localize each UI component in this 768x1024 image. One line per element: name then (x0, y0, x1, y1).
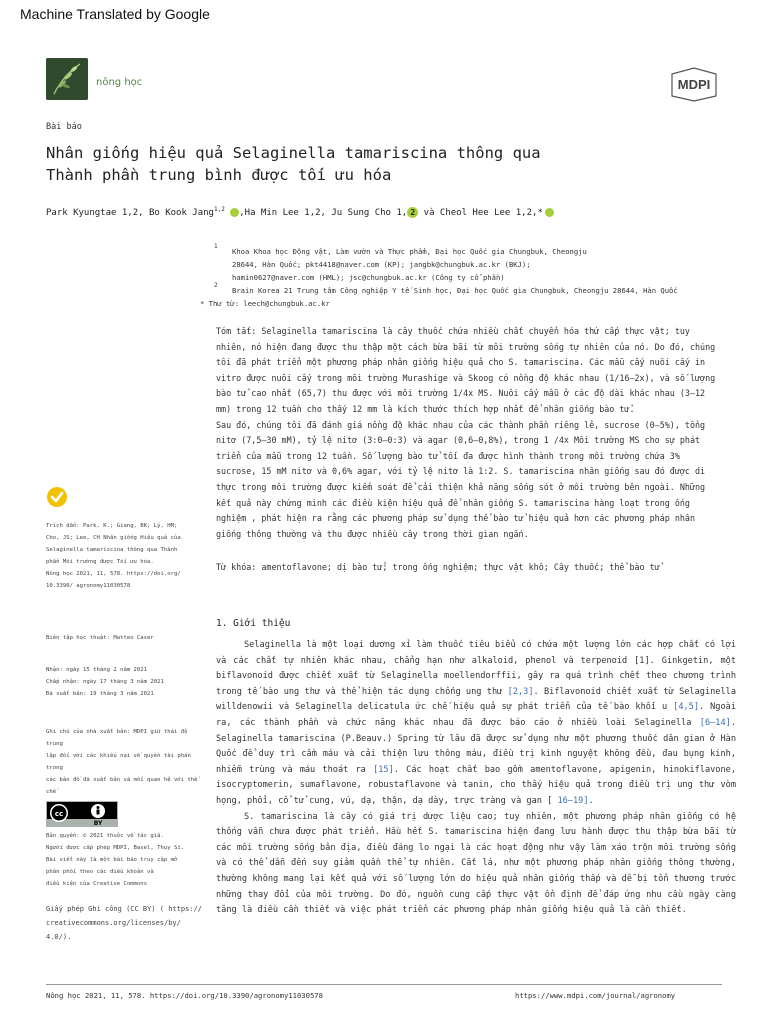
intro-text: . Biflavonoid chiết xuất từ Selaginella willdenowii và Selaginella delicatula ức chế hiệu quả sự phát triển của tế bào khối u (216, 686, 737, 713)
author-1: Park Kyungtae 1,2, Bo Kook Jang (46, 208, 214, 218)
publisher-note (46, 726, 206, 810)
correspondence: * Thư từ: leech@chungbuk.ac.kr (200, 299, 330, 308)
author-list (46, 206, 736, 218)
reference-link[interactable]: [6–14] (699, 717, 731, 728)
abstract (216, 324, 724, 542)
copyright-line: Người được cấp phép MDPI, Basel, Thụy Sĩ. (46, 845, 185, 851)
license-block (46, 902, 206, 944)
reference-link[interactable]: [15] (373, 764, 394, 775)
leaf-icon (46, 58, 88, 100)
abstract-paragraph-1: Tóm tắt: Selaginella tamariscina là cây thuốc chứa nhiều chất chuyển hóa thứ cấp thực vật; tuy nhiên, nó hiện đang được thu thập một cách bừa bãi từ môi trường sống tự nhiên của nó. Do đó, chúng tôi đã phát triển một phương pháp nhân giống hiệu quả cho S. tamariscina. Các mẫu cấy nuôi cấy in vitro được nuôi cấy trong môi trường Murashige và Skoog có nồng độ khác nhau (1/16–2x), và số lượng bào tử cao nhất (65,7) thu được với môi trường 1/4x MS. Nuôi cấy mẫu ở các độ dài khác nhau (3–12 mm) trong 12 tuần cho thấy 12 mm là kích thước thích hợp nhất để nhân giống bào tử. (216, 326, 716, 414)
dates-block (46, 664, 206, 700)
copyright-line: phân phối theo các điều khoản và (46, 869, 154, 875)
citation-line: Trích dẫn: Park, K.; Giang, BK; Lý, HM; (46, 523, 178, 529)
affil-marker-1: 1 (214, 243, 218, 250)
received-date: Nhận: ngày 15 tháng 2 năm 2021 (46, 667, 148, 673)
affiliations (200, 240, 736, 310)
orcid-icon[interactable] (230, 208, 239, 217)
copyright-line: điều kiện của Creative Commons (46, 881, 148, 887)
cc-by-license-badge[interactable] (46, 801, 118, 827)
note-line: Ghi chú của nhà xuất bản: MDPI giữ thái độ trung (46, 729, 188, 747)
accepted-date: Chấp nhận: ngày 17 tháng 3 năm 2021 (46, 679, 164, 685)
intro-text: . Các hoạt chất bao gồm amentoflavone, apigenin, hinokiflavone, isocryptomerin, sumaflavone, robustaflavone và tanin, cho thấy hiệu quả trong điều trị ung thư vòm họng, phổi, cổ tử cung, vú, dạ, thận, dạ dày, trực tràng và gan [ (216, 764, 736, 806)
intro-paragraph-1 (216, 638, 736, 810)
note-line: các bản đồ đã xuất bản và mối quan hệ với thể chế (46, 777, 198, 795)
mdpi-logo[interactable] (668, 66, 720, 102)
abstract-paragraph-2: Sau đó, chúng tôi đã đánh giá nồng độ khác nhau của các thành phần riêng lẻ, sucrose (0–5%), tổng nitơ (7,5–30 mM), tỷ lệ nitơ (3:0–0:3) và agar (0,6–0,8%), trong 1 /4x Môi trường MS cho sự phát triển của mẫu trong 12 tuần. Số lượng bào tử tối đa được hình thành trong môi trường chứa 3% sucrose, 15 mM nitơ và 0,6% agar, với tỷ lệ nitơ là 1:2. S. tamariscina nhân giống sau đó được di thực trong môi trường được kiểm soát để cải thiện khả năng sống sót ở môi trường bên ngoài. Những kết quả này chứng minh các điều kiện hiệu quả để nhân giống S. tamariscina hàng loạt trong ống nghiệm , phát hiện ra rằng các phương pháp sử dụng thể bào tử hiệu quả hơn các phương pháp nhân giống thông thường và thu được nhiều cây trong thời gian ngắn. (216, 419, 706, 539)
footer-citation[interactable]: Nông học 2021, 11, 578. https://doi.org/10.3390/agronomy11030578 (46, 991, 323, 1000)
license-link[interactable]: creativecommons.org/licenses/by/ (46, 919, 181, 927)
published-date: Đã xuất bản: 19 tháng 3 năm 2021 (46, 691, 154, 697)
introduction-body (216, 638, 736, 919)
citation-line[interactable]: Nông học 2021, 11, 578. https://doi.org/ (46, 571, 181, 577)
note-line: lập đối với các khiếu nại về quyền tài phán trong (46, 753, 191, 771)
affil-line-3: hamin0627@naver.com (HML); jsc@chungbuk.ac.kr (Công ty cổ phần) (232, 273, 505, 282)
author-2-3: ,Ha Min Lee 1,2, Ju Sung Cho 1, (239, 208, 408, 218)
author-4: và Cheol Hee Lee 1,2,* (418, 208, 543, 218)
section-heading-introduction: 1. Giới thiệu (216, 618, 291, 629)
affil-line-1: Khoa Khoa học Động vật, Làm vườn và Thực phẩm, Đại học Quốc gia Chungbuk, Cheongju (232, 247, 587, 256)
orcid-icon[interactable]: 2 (407, 207, 418, 218)
footer-journal-url[interactable]: https://www.mdpi.com/journal/agronomy (515, 991, 676, 1000)
intro-paragraph-2: S. tamariscina là cây có giá trị dược liệu cao; tuy nhiên, một phương pháp nhân giống có hệ thống vẫn chưa được phát triển. Hầu hết S. tamariscina hiện đang lưu hành được thu thập bừa bãi từ các môi trường sống bản địa, điều đáng lo ngại là các hoạt động như vậy làm xáo trộn môi trường sống và có thể dẫn đến suy giảm quần thể tự nhiên. Cắt lá, như một phương pháp nhân giống thông thường, thường không mang lại kết quả với số lượng lớn do hiệu quả nhân giống thấp và dễ bị tổn thương trước những thay đổi của môi trường. Do đó, nguồn cung cấp thực vật ổn định để đáp ứng nhu cầu ngày càng tăng là điều cần thiết và việc phát triển các phương pháp nhân giống hiệu quả là cần thiết. (216, 811, 736, 916)
mdpi-logo-icon (668, 66, 720, 102)
svg-text:cc: cc (54, 810, 64, 818)
affil-marker-2: 2 (214, 282, 218, 289)
title-line-2: Thành phần trung bình được tối ưu hóa (46, 166, 392, 184)
keywords: Từ khóa: amentoflavone; dị bào tử; trong ống nghiệm; thực vật khô; Cây thuốc; thể bào tử (216, 562, 660, 572)
journal-name[interactable]: nông học (96, 77, 143, 88)
copyright-line: Bản quyền: © 2021 thuộc về tác giả. (46, 833, 164, 839)
academic-editor: Biên tập học thuật: Matteo Caser (46, 635, 154, 641)
citation-line[interactable]: 10.3390/ agronomy11030578 (46, 583, 131, 589)
citation-line: phần Môi trường được Tối ưu hóa. (46, 559, 154, 565)
cc-by-label: BY (93, 820, 103, 827)
reference-link[interactable]: [4,5] (673, 702, 700, 713)
citation-line: Selaginella tamariscina thông qua Thành (46, 547, 178, 553)
title-line-1: Nhân giống hiệu quả Selaginella tamariscina thông qua (46, 144, 541, 162)
license-line: 4.0/). (46, 933, 72, 941)
footer-divider (46, 984, 722, 985)
affil-line-2: 28644, Hàn Quốc; pkt4418@naver.com (KP); jangbk@chungbuk.ac.kr (BKJ); (232, 260, 531, 269)
citation-line: Cho, JS; Lee, CH Nhân giống Hiệu quả của (46, 535, 181, 541)
intro-text: Selaginella là một loại dương xỉ làm thuốc tiêu biểu có chứa một lượng lớn các hợp chất có lợi và các chất tự nhiên khác nhau, chẳng hạn như alkaloid, phenol và terpenoid [1]. Ginkgetin, một biflavonoid được chiết xuất từ Selaginella moellendorffii, gây ra quá trình chết theo chương trình trong tế bào ung thư và thể hiện tác dụng chống ung thư (216, 640, 736, 697)
author-1-affil: 1,2 (213, 206, 225, 213)
intro-text: . Selaginella tamariscina (P.Beauv.) Spring từ lâu đã được sử dụng như một phương thuốc dân gian ở Hàn Quốc để duy trì cầm máu và cải thiện lưu thông máu, điều trị kinh nguyệt không đều, đau bụng kinh, nhiễm trùng và máu thoát ra (216, 717, 736, 775)
copyright-line: Bài viết này là một bài báo truy cập mở (46, 857, 178, 863)
reference-link[interactable]: [2,3] (507, 686, 534, 697)
article-type: Bài báo (46, 122, 82, 132)
citation-block (46, 520, 206, 592)
journal-logo (46, 58, 88, 100)
intro-text: . (588, 795, 594, 806)
mdpi-logo-text: MDPI (677, 77, 711, 92)
copyright-block (46, 830, 206, 890)
affil-line-4: Brain Korea 21 Trung tâm Công nghiệp Y tế Sinh học, Đại học Quốc gia Chungbuk, Cheongju 28644, Hàn Quốc (232, 286, 678, 295)
license-line: Giấy phép Ghi công (CC BY) ( https:// (46, 905, 202, 913)
paper-title (46, 142, 706, 186)
check-for-updates-icon[interactable] (46, 486, 68, 508)
intro-text: . Ngoài ra, các thành phần và chức năng khác nhau đã được báo cáo ở nhiều loài Selaginella (216, 702, 736, 728)
orcid-icon[interactable] (545, 208, 554, 217)
machine-translation-banner: Machine Translated by Google (20, 6, 210, 22)
reference-link[interactable]: 16–19] (557, 795, 589, 806)
